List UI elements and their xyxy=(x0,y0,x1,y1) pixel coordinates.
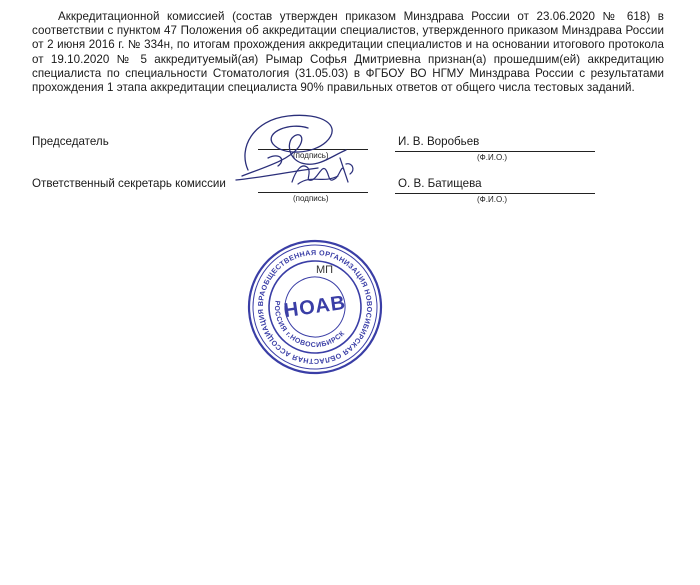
chairman-name: И. В. Воробьев xyxy=(398,135,480,148)
secretary-signature-icon xyxy=(282,152,362,192)
secretary-signature-line xyxy=(258,192,368,193)
stamp-place-label: МП xyxy=(316,264,334,276)
chairman-role-label: Председатель xyxy=(32,135,109,148)
stamp-inner-ring-text: РОССИЯ г.НОВОСИБИРСК xyxy=(272,300,347,350)
organization-stamp xyxy=(245,237,385,377)
secretary-name: О. В. Батищева xyxy=(398,177,482,190)
secretary-role-label: Ответственный секретарь комиссии xyxy=(32,177,226,190)
stamp-outer-ring-text: ОБЩЕСТВЕННАЯ ОРГАНИЗАЦИЯ НОВОСИБИРСКАЯ ОБЛАСТНАЯ АССОЦИАЦИЯ ВРАЧЕЙ xyxy=(255,247,375,367)
stamp-center-text: НОАВ xyxy=(282,291,348,323)
secretary-name-line xyxy=(395,193,595,194)
chairman-name-caption: (Ф.И.О.) xyxy=(477,153,508,162)
chairman-name-line xyxy=(395,151,595,152)
secretary-name-caption: (Ф.И.О.) xyxy=(477,195,508,204)
accreditation-paragraph: Аккредитационной комиссией (состав утвержден приказом Минздрава России от 23.06.2020 № 618) в соответствии с пунктом 47 Положения об аккредитации специалистов, утвержденного приказом Минздрава России от 2 июня 2016 г. № 334н, по итогам прохождения аккредитации специалистов и на основании итогового протокола от 19.10.2020 № 5 аккредитуемый(ая) Рымар Софья Дмитриевна признан(а) прошедшим(ей) аккредитацию специалиста по специальности Стоматология (31.05.03) в ФГБОУ ВО НГМУ Минздрава России с результатами прохождения 1 этапа аккредитации специалиста 90% правильных ответов от общего числа тестовых заданий. xyxy=(32,10,664,95)
chairman-signature-caption: (подпись) xyxy=(293,151,329,160)
secretary-signature-caption: (подпись) xyxy=(293,194,329,203)
